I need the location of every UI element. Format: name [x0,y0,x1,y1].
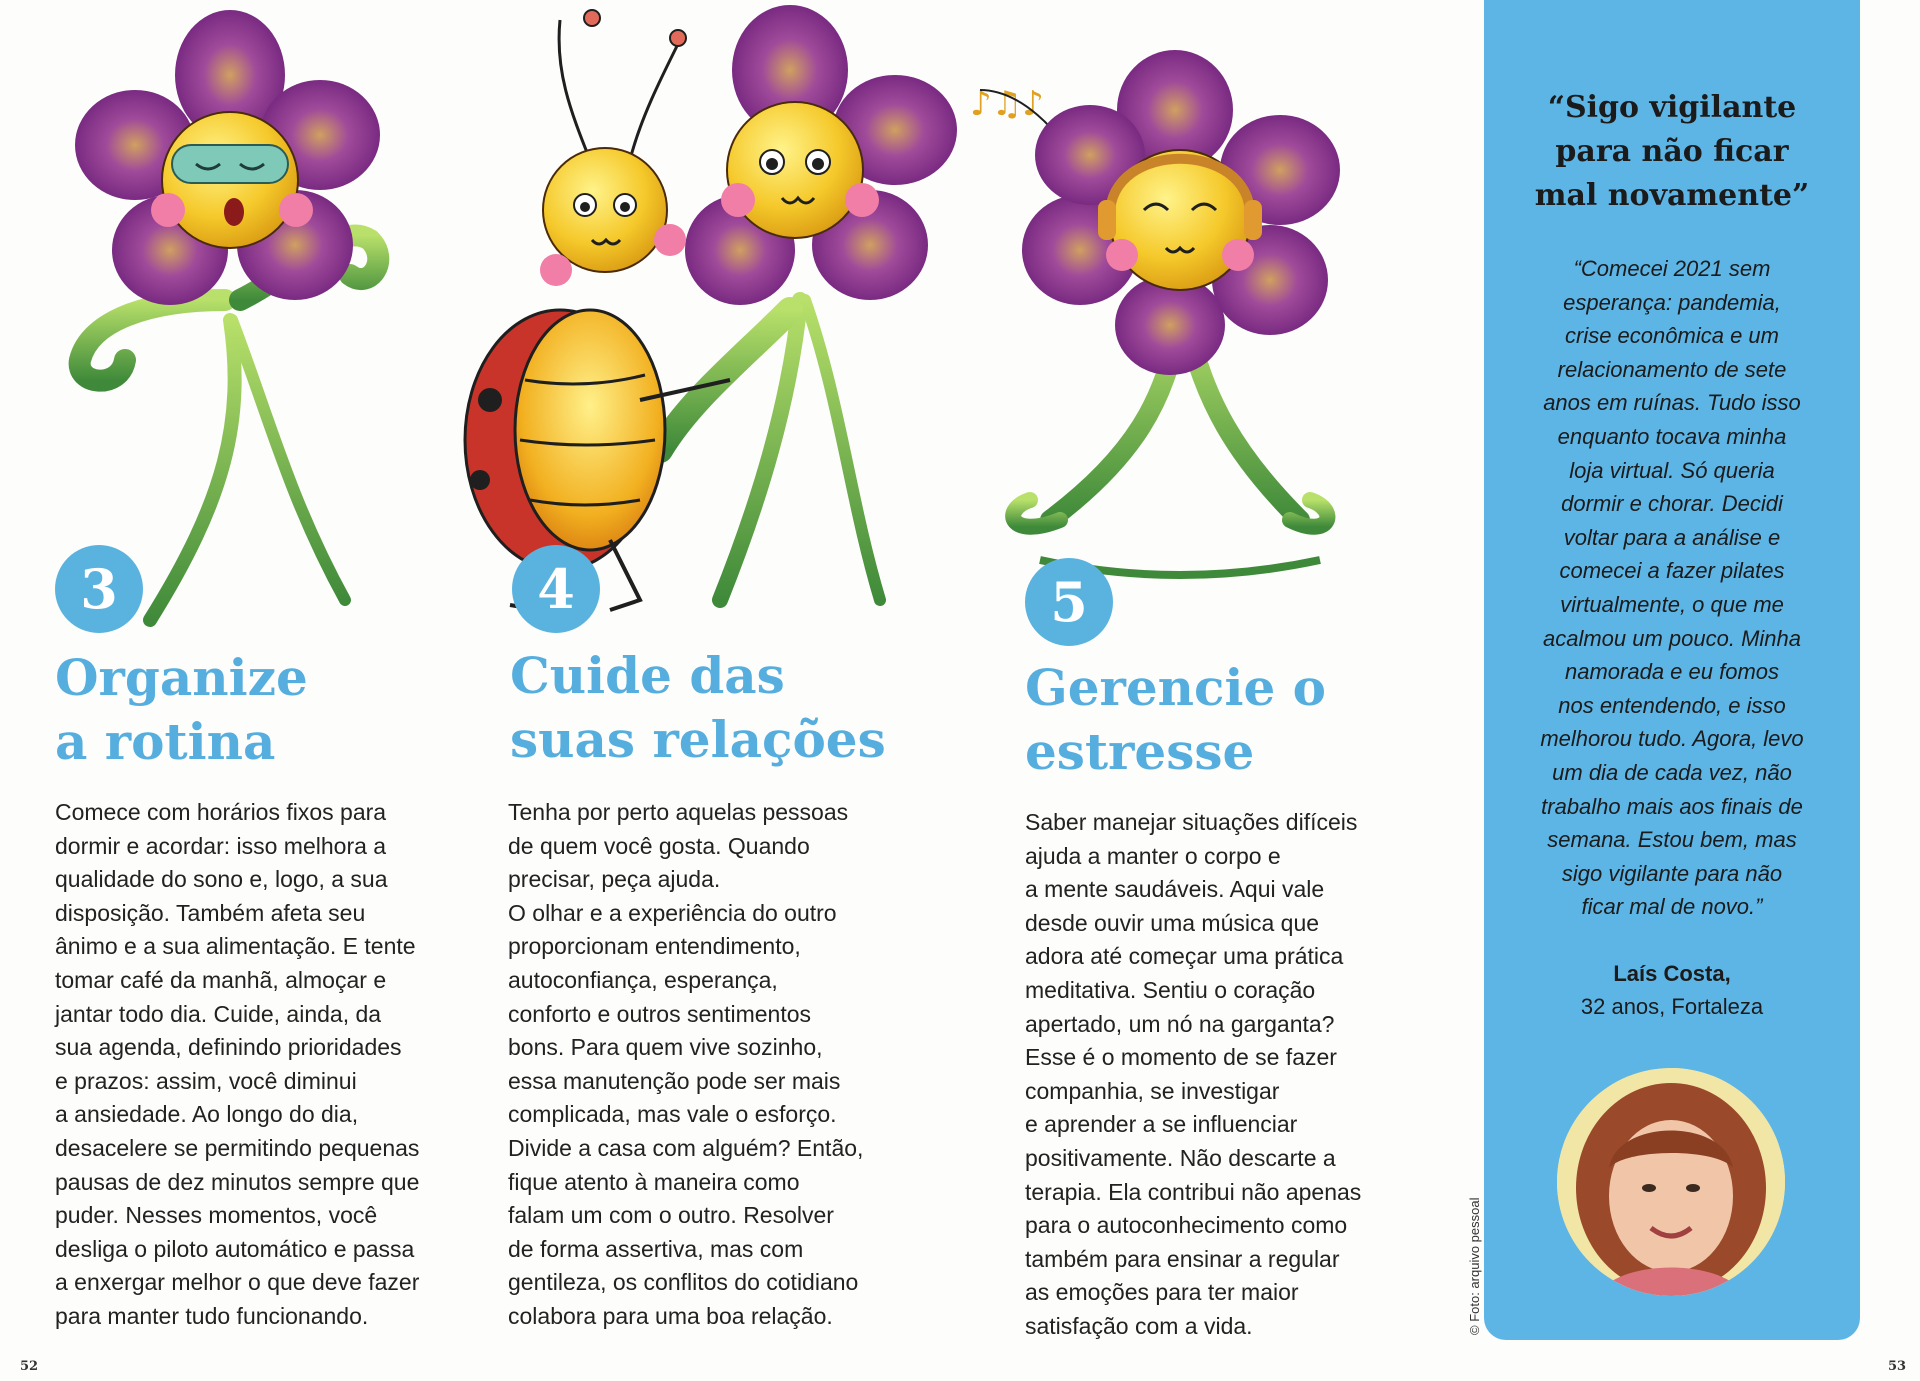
testimonial-sidebar [1484,0,1860,1340]
svg-text:♪♫♪: ♪♫♪ [970,84,1044,124]
step-title: Cuide das suas relações [510,646,886,769]
step-number-badge: 4 [512,545,600,633]
testimonial-headline: “Sigo vigilante para não ficar mal novamente” [1534,90,1810,213]
step-body-text: Saber manejar situações difíceis ajuda a manter o corpo e a mente saudáveis. Aqui vale desde ouvir uma música que adora até começar uma prática meditativa. Sentiu o coração apertado, um nó na garganta? Esse é o momento de se fazer companhia, se investigar e aprender a se influenciar positivamente. Não descarte a terapia. Ela contribui não apenas para o autoconhecimento como também para ensinar a regular as emoções para ter maior satisfação com a vida. [1025,809,1362,1339]
photo-credit: © Foto: arquivo pessoal [1467,1197,1482,1335]
testimonial-quote: “Comecei 2021 sem esperança: pandemia, crise econômica e um relacionamento de sete anos em ruínas. Tudo isso enquanto tocava minha loja virtual. Só queria dormir e chorar. Decidi voltar para a análise e comecei a fazer pilates virtualmente, o que me acalmou um pouco. Minha namorada e eu fomos nos entendendo, e isso melhorou tudo. Agora, levo um dia de cada vez, não trabalho mais aos finais de semana. Estou bem, mas sigo vigilante para não ficar mal de novo.” [1540,256,1804,920]
step-title: Gerencie o estresse [1025,658,1327,781]
page-number-left: 52 [20,1359,39,1374]
step-number-badge: 5 [1025,558,1113,646]
page-number-right: 53 [1888,1359,1907,1374]
sleeping-flower-illustration [75,10,380,620]
author-avatar [1557,1068,1785,1296]
step-body-text: Comece com horários fixos para dormir e acordar: isso melhora a qualidade do sono e, logo, a sua disposição. Também afeta seu ânimo e a sua alimentação. E tente tomar café da manhã, almoçar e jantar todo dia. Cuide, ainda, da sua agenda, definindo prioridades e prazos: assim, você diminui a ansiedade. Ao longo do dia, desacelere se permitindo pequenas pausas de dez minutos sempre que puder. Nesses momentos, você desliga o piloto automático e passa a enxergar melhor o que deve fazer para manter tudo funcionando. [55,799,420,1329]
step-number-badge: 3 [55,545,143,633]
author-info: 32 anos, Fortaleza [1580,994,1764,1019]
author-name: Laís Costa, [1613,961,1731,986]
step-title: Organize a rotina [55,648,308,771]
step-body-text: Tenha por perto aquelas pessoas de quem você gosta. Quando precisar, peça ajuda. O olhar e a experiência do outro proporcionam entendimento, autoconfiança, esperança, conforto e outros sentimentos bons. Para quem vive sozinho, essa manutenção pode ser mais complicada, mas vale o esforço. Divide a casa com alguém? Então, fique atento à maneira como falam um com o outro. Resolver de forma assertiva, mas com gentileza, os conflitos do cotidiano colabora para uma boa relação. [508,799,864,1329]
meditating-flower-illustration [970,50,1340,575]
ladybug-and-flower-illustration [465,5,957,610]
flower-illustrations [0,0,1480,640]
